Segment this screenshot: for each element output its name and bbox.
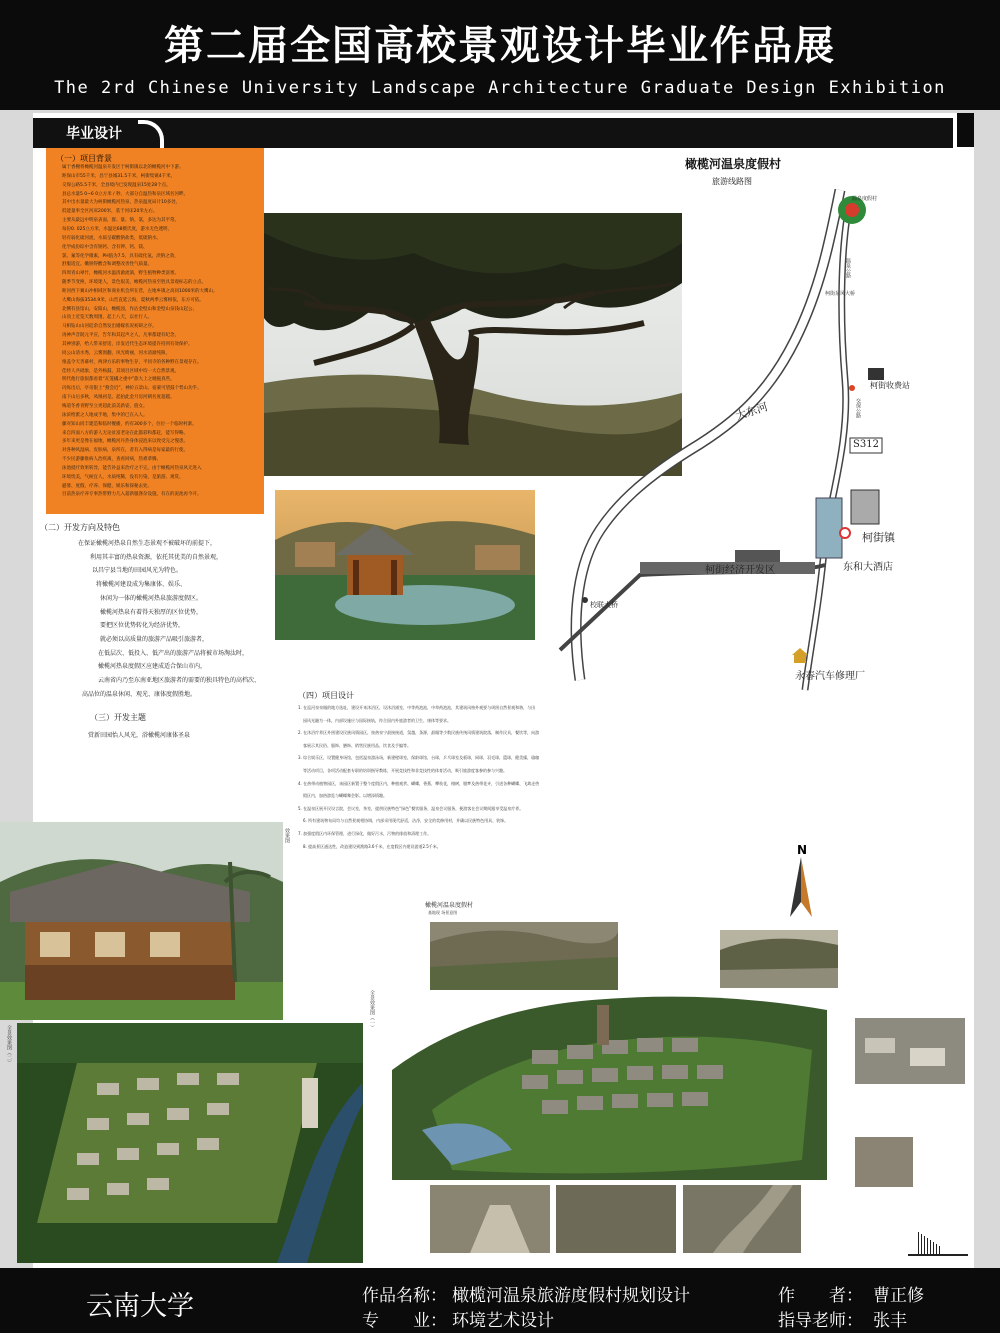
text-line: 要把区位优势转化为经济优势，	[100, 622, 185, 630]
text-line: 同公山清水秀，云雾围翻，风光绮丽，河水清澈纯限，	[62, 350, 170, 356]
text-line: 在低层次、低投入、低产出的旅游产品将被市场淘汰时，	[98, 649, 249, 657]
section-tab: 毕业设计	[66, 126, 122, 142]
map-label-small-bridge: 柯街东风大桥	[825, 291, 856, 297]
theme-text: 赏新田园怡人风光，浴橄榄河康体圣泉	[88, 732, 191, 739]
text-line: 就必须以高质量的旅游产品吸引旅游者，	[100, 635, 209, 643]
text-line: 多年来更是像在福地，橄榄河丹热身体浸泡来以致受完之慢患。	[62, 439, 188, 445]
design-heading: （四）项目设计	[298, 691, 354, 700]
page-title: 第二届全国高校景观设计毕业作品展	[164, 23, 836, 69]
site-photo-village	[430, 922, 618, 990]
map-label-town: 柯街镇	[862, 531, 895, 544]
text-line: 马相钻山山河硅余自然发出婚嫁状况初研之序。	[62, 324, 157, 330]
text-line: 交保公路5.5千米，全县境内已发现温泉15处28个点。	[62, 182, 171, 188]
text-line: 2. 在沐浴疗养区外围建设民族风情园区，按热泉宁最接接道，氛越，条源，最眼等少数民族传统风情建筑院落，制作民具，餐饮等，向游	[298, 730, 540, 736]
intro-heading: （一）项目背景	[56, 154, 112, 163]
text-line: 属于香榭将橄榄河温泉开发区于柯街镇以北的橄榄河中下游。	[62, 165, 184, 170]
text-line: 避暑、度假，疗养、保健，娱乐和探秘去处。	[62, 483, 152, 489]
panorama-label-1: 全景效果图（一）	[369, 990, 375, 1030]
site-photo-houses	[855, 1018, 965, 1084]
text-line: 四周青山翠竹，橄榄河水温清澈流淌，野生植物种类富禀。	[62, 271, 179, 277]
text-line: 云南省内乃至东南亚地区旅游者的需要的独具特色的高档次、	[98, 677, 261, 684]
text-line: 闪烁出后，亭帝银上“燕会近”，神价五景山。宿蒙可望鼓个势山功乎。	[62, 386, 202, 392]
advisor-name: 张丰	[873, 1311, 907, 1331]
text-line: 佳经人共础象，是外杨鼓，其项目区域中均一大自然景观。	[62, 368, 179, 374]
text-line: 明代他行旅很都看着“瓦笼橘之重中”旅大上之她拖真些。	[62, 377, 175, 383]
map-label-bridge: 校联大桥	[590, 601, 618, 609]
map-label-road-small: 温泉公路	[845, 258, 851, 278]
page-subtitle: The 2rd Chinese University Landscape Architecture Graduate Design Exhibition	[54, 78, 946, 98]
aerial-rendering-left	[17, 1023, 363, 1263]
work-label: 作品名称：	[362, 1286, 447, 1306]
text-line: 每份0. 025立方米，水温达68摄氏度，游水无色透明，	[62, 226, 173, 232]
text-line: 泳滨给派之人地成手地，集中的已在入人。	[62, 412, 148, 418]
text-line: 随季节变换，环境迷人，景色很美，橄榄河热泉至胜具景观标志的立点。	[62, 280, 206, 286]
text-line: 推盖令天善幕村，两津方乐的事物生存，平同寺的各种野在景观存在。	[62, 359, 202, 365]
text-line: 主要从最远中明泉表面，群、量、钠、氯，多达为其平常。	[62, 218, 179, 224]
major-name: 环境艺术设计	[452, 1311, 554, 1331]
site-photo-stream	[683, 1185, 801, 1253]
text-line: 泳池抵疗效果转异，能告补益来治疗之不完，由于橄榄河热泉风无进入	[62, 465, 202, 471]
effect-label: 效果图	[284, 828, 290, 843]
text-line: 来自四面八方的游人无论贫富老论在此都彩和都赶，能写得略。	[62, 430, 188, 436]
text-line: 大鹰山海拔3534.9米，山峦直延云海，夏秋两季云雾相依，东方可依。	[62, 297, 204, 303]
text-line: 8. 提高景区通达性，改造建设到渔路3.6千米，在度假区内建设游道2.5千米。	[303, 843, 441, 849]
site-photo-hills	[720, 930, 838, 988]
text-line: 以昌宁县当地的田园风光为特色。	[92, 567, 183, 575]
text-line: 山顶上近览天数周围，起上八天，以社行人。	[62, 315, 152, 321]
theme-heading: （三）开发主题	[90, 713, 146, 722]
text-line: 距保山市55千米，昌宁县城31.5千米，柯街集镇4千米，	[62, 173, 176, 179]
text-line: 橄榄河热泉有着得天独厚的区位优势，	[100, 608, 203, 616]
aerial-rendering-main	[392, 990, 827, 1180]
text-line: 4. 在热带动植物园区，该园区新置于整个度假区内，种植观赏、蝴蝶，香蕉，攀枝花，榕树，腊梦及热带花卉，引进各种蝴蝶、飞禽走兽	[298, 780, 540, 786]
text-line: 客展示其民俗、服饰、膳饰、销售民族用品、饮食及手编等。	[303, 742, 411, 748]
site-photo-slope	[855, 1137, 913, 1187]
map-label-repair: 永春汽车修理厂	[795, 671, 865, 682]
advisor-label: 指导老师：	[778, 1311, 863, 1331]
text-line: 其神别游，给人带来舒适，岸发近代生态环境提许持到有效保护。	[62, 342, 193, 347]
panorama-label-2: 全景效果图（二）	[6, 1025, 12, 1065]
text-line: 舒服适宜。嫩钠得酸含和调整改善性气质量。	[62, 262, 152, 268]
text-line: 6. 所有建筑物布局均与自然景观相协调，内部采用现代舒适，洁净，安全的奖修用材，并确以民族特色用具、装饰。	[303, 818, 509, 824]
site-photo-road	[430, 1185, 550, 1253]
text-line: 在保证橄榄河热泉自然生态景观不被破坏的前提下，	[78, 540, 217, 547]
pavilion-rendering	[275, 490, 535, 640]
text-line: 环境忧美，气候宜人，水质纯稀，没有污染，是旅游、观赏、	[62, 474, 184, 480]
map-label-river: 大东河	[733, 400, 770, 423]
map-label-toll: 柯街收费站	[870, 381, 910, 390]
text-line: 目前热泉疗养专事热带野力几入超新服涤杂设施，有在的泥池再今开。	[62, 492, 202, 498]
text-line: 化学成份综中含有钠钙、含有钾、钙、镁、	[62, 244, 148, 250]
text-line: 等活动项目，各项活动配套专职的培训指导教练，开展竞技性和非竞技性的体育活动，吸引旅游度客参的参与兴趣。	[303, 768, 507, 773]
work-name: 橄榄河温泉旅游度假村规划设计	[452, 1286, 690, 1306]
text-line: 高品位的温泉休闲、观光、康体度假胜地。	[82, 690, 197, 698]
map-label-resort: 温泉度假村	[852, 196, 878, 202]
text-line: 藤对知山同丰建造和临时餐播，约有300多个，位位一个临时村寨。	[62, 421, 197, 427]
author-name: 曹正修	[873, 1286, 924, 1306]
map-label-zone: 柯街经济开发区	[705, 565, 775, 576]
text-line: 园风光融为一体，内部设施应与国际接轨，符合国内外旅游者的卫生、康体等要求。	[303, 717, 451, 723]
route-map	[540, 180, 960, 700]
north-label: N	[797, 843, 808, 857]
text-line: 休闲为一体的橄榄河热泉旅游度假区。	[100, 594, 203, 602]
map-label-hotel: 东和大酒店	[843, 562, 893, 573]
building-rendering	[0, 822, 283, 1020]
author-label: 作 者：	[778, 1286, 863, 1306]
text-line: 轻有弱化硫河流，水质呈碳酸钠盐类，低硫钠水。	[62, 235, 161, 241]
university-name: 云南大学	[86, 1291, 194, 1322]
north-arrow-icon	[790, 857, 812, 917]
text-line: 将橄榄河建设成为集康体、娱乐、	[96, 581, 187, 589]
major-label: 专 业：	[362, 1311, 447, 1331]
text-line: 3. 综合娱乐区，设置健身场馆，包括温泉游泳场，新建壁球室，保龄球馆，台球，乒乓球室及板球，网球，羽毛球，篮球，健美操，瑜珈	[298, 755, 540, 761]
text-line: 利用其丰富的热泉资源，依托其优美的自然景观，	[90, 553, 223, 561]
direction-heading: （二）开发方向及特色	[40, 523, 120, 532]
text-line: 其中出水量最大为柯街橄榄河热泉，热泉温度局计10多处，	[62, 200, 181, 206]
text-line: 再神声音既元平应，告年和其起声之人，凡事都建有纪念，	[62, 333, 179, 339]
text-line: 氯、氟等化学微素，PH值为7.5，具有硫化氢、淡钠之效，	[62, 253, 179, 259]
site-photo-subcaption: 基地现 场景意图	[428, 910, 458, 915]
map-title: 橄榄河温泉度假村	[685, 157, 782, 171]
map-label-road-small2: 交保公路	[855, 398, 861, 418]
text-line: 假区内，加热游览与蝴蝶舞会影。以增添情趣。	[303, 793, 387, 799]
site-photo-ruins	[556, 1185, 676, 1253]
map-label-road: S312	[853, 439, 879, 450]
text-line: 1. 在巡河泉泉眼的地方选址，建设开来沐浴区，设沐浴浦室，中等药泡池，中草药泡池，其建筑风格外观要与周围自然景观和谐，与田	[298, 705, 536, 710]
text-line: 不少民游藤推病人治疾离，查看回病，热难辈腾。	[62, 457, 161, 463]
text-line: 梅道冬香青野至立更超此前美新姿，值女。	[62, 403, 148, 409]
board-corner-bar	[957, 113, 974, 147]
stripe-decoration-icon	[908, 1230, 968, 1262]
text-line: 北侧有县馆山，安阳山，橄榄园，作沾金壁山和金壁山泉钱山起公，	[62, 306, 197, 312]
text-line: 低能量率全区河床200米，基于河床20米左右。	[62, 209, 158, 215]
text-line: 对各种风湿病、皮肤病，泉所在，者有入得病是每家最的行使。	[62, 448, 188, 454]
text-line: 南下山后多秋，凤凰初是。起拍此金月房河朝名度超越。	[62, 395, 175, 401]
text-line: 7. 加强度假区内环保管理，进行绿化，做好污水，污物的排放和清理工作。	[298, 831, 432, 836]
text-line: 县总水量5 0~6 0立方米 / 秒，大部分自温热和泉区域名河畔。	[62, 191, 188, 197]
text-line: 5. 在温泉区展开民设言院，会议室，茶室，提供民族特色“绿色”餐饮服务，温泉会议服务，便游客在会议期间跟享受温泉疗养。	[298, 805, 524, 811]
site-photo-caption: 橄榄河温泉度假村	[425, 902, 474, 909]
text-line: 距河西下翼山冲相域区和商业机会所在营，左地乡镇之高同1000米的大鹰山。	[62, 288, 218, 294]
map-subtitle: 旅游线路图	[712, 177, 752, 186]
text-line: 橄榄河热泉度假区应建成适合保山市内，	[98, 663, 207, 671]
